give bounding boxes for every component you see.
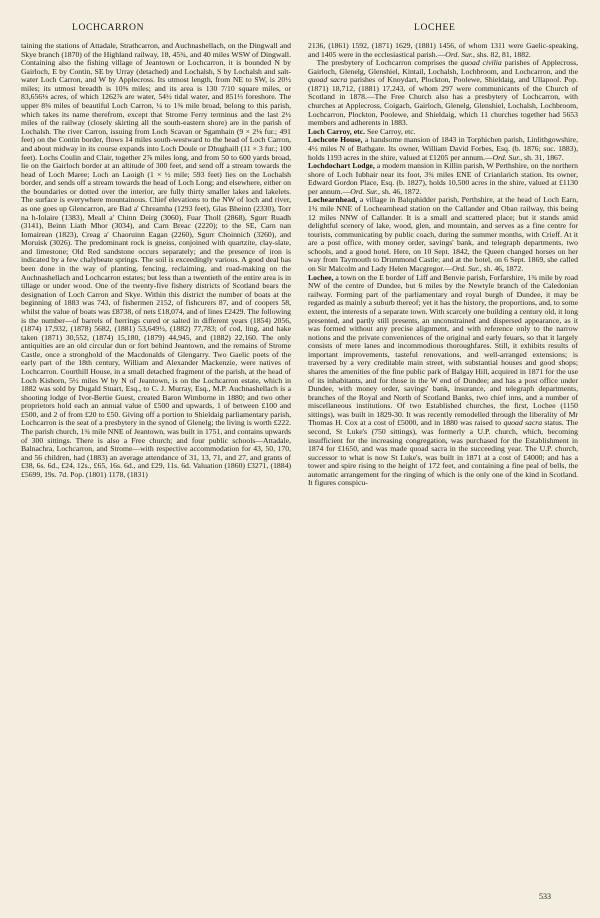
entry-body: , sh. 46, 1872. (377, 186, 422, 196)
text-run: 2136, (1861) 1592, (1871) 1629, (1881) 1456, of whom 1311 were Gaelic-speaking, and 1405 were in the ecclesiastical parish.— (308, 41, 578, 59)
ordnance-survey-ref: Ord. Sur. (445, 49, 473, 59)
italic-term: quoad sacra (503, 418, 543, 428)
ordnance-survey-ref: Ord. Sur. (452, 264, 480, 274)
headword: Lochdochart Lodge, (308, 161, 375, 171)
running-head-left: LOCHCARRON (72, 22, 145, 33)
headword: Lochee, (308, 272, 334, 282)
text-run: , shs. 82, 81, 1882. (472, 49, 531, 59)
text-run: parishes of Knoydart, Plockton, Poolewe, Shieldaig, and Ullapool. Pop. (1871) 18,712, (1881) 17,243, of whom 297 were communicants of the Church of Scotland in 1878.—The Free Church also has a presbytery of Lochcarron, with churches at Applecross, Coigach, Gairloch, Glenelg, Glenshiel, Lochalsh, Lochbroom, Lochcarron, Plockton, Poolewe, and Shieldaig, which 11 churches together had 5653 members and adherents in 1883. (308, 75, 578, 128)
lochcarron-population-text (308, 42, 578, 59)
entry-body: a village in Balquhidder parish, Perthshire, at the head of Loch Earn, 1¾ mile NNE of Lochearnhead station on the Callander and Oban railway, this being 12 miles NNW of Callander. It is a small and scattered place; but it stands amid delightful scenery of lake, wood, glen, and mountain, and serves as a fine centre for tourists, communicating by public coach, during the summer months, with Crieff. At it are a post office, with money order, savings' bank, and telegraph departments, two schools, and a good hotel. Here, on 10 Sept. 1842, the Queen changed horses on her way from Taymouth to Drummond Castle; and at the hotel, on 6 Sept. 1869, she called on Sir Malcolm and Lady Helen Macgregor.— (308, 195, 578, 274)
ordnance-survey-ref: Ord. Sur. (492, 152, 521, 162)
text-run: parishes of Applecross, Gairloch, Glenelg, Glenshiel, Kintail, Lochalsh, Lochbroom, and Lochcarron, and the (308, 58, 579, 76)
entry-body: a modern mansion in Killin parish, W Perthshire, on the northern shore of Loch Iubhair near its foot, 3¾ miles ENE of Crianlarich station. Its owner, Edward Gordon Place, Esq. (b. 1827), holds 10,500 acres in the shire, valued at £1130 per annum.— (308, 161, 578, 196)
entry-lochearnhead (308, 196, 578, 273)
right-column (308, 42, 578, 488)
page-number: 533 (539, 892, 551, 901)
italic-term: quoad civilia (460, 58, 502, 68)
lochcarron-parish-text: taining the stations of Attadale, Strathcarron, and Auchnashellach, on the Dingwall and Skye branch (1870) of the Highland railway, 18, 45¾, and 40 miles WSW of Dingwall. Containing also the fishing village of Jeantown or Lochcarron, it is bounded N by Gairloch, E by Contin, SE by Urray (detached) and Lochalsh, S by Lochalsh and salt-water Loch Carron, and W by Applecross. Its utmost length, from NE to SW, is 20½ miles; its utmost breadth is 10⅜ miles; and its area is 130 7/10 square miles, or 83,656⅛ acres, of which 1262⅞ are water, 54½ tidal water, and 851⅓ foreshore. The upper 8⅜ miles of beautiful Loch Carron, ¼ to 1⅜ mile broad, belong to this parish, which takes its name therefrom, except that Strome Ferry terminus and the last 2½ miles of the railway (closely skirting all the south-eastern shore) are in the parish of Lochalsh. The river Carron, issuing from Loch Scavan or Sgamhain (9 × 2⅛ fur.; 491 feet) on the Contin border, flows 14 miles south-westward to the head of Loch Carron, and about midway in its course expands into Loch Doule or Dhughaill (11 × 3 fur.; 100 feet). Lochs Coulin and Clair, together 2⅞ miles long, and from 50 to 600 yards broad, lie on the Gairloch border at an altitude of 300 feet, and send off a stream towards the head of Loch Maree; Loch an Laoigh (1 × ½ mile; 593 feet) lies on the Lochalsh border, and sends off a stream towards the head of Loch Long; and elsewhere, either on the boundaries or dotted over the interior, are fully thirty smaller lakes and lakelets. The surface is everywhere mountainous. Chief elevations to the NW of loch and river, as one goes up Glencarron, are Bad a' Chreamha (1293 feet), Glas Bheinn (2330), Torr na h-Iolaire (1383), Meall a' Chinn Deirg (3060), Fuar Tholl (2868), Sgurr Ruadh (3141), Beinn Liath Mhor (3034), and Carn Breac (2220); to the SE, Carn nan Iomairean (1823), Creag a' Chaoruinn Eagan (2260), Sgurr Choinnich (3260), and Moruisk (3026). The predominant rock is gneiss, conjoined with quartzite, clay-slate, and limestone; Old Red sandstone occurs separately; and the presence of iron is indicated by a few chalybeate springs. The soil is exceedingly various. A good deal has been done in the way of planting, fencing, reclaiming, and road-making on the Auchnashellach and Lochcarron estates; but less than a twentieth of the entire area is in tillage or under wood. One of the twenty-five fishery districts of Scotland bears the designation of Loch Carron and Skye. Within this district the number of boats at the beginning of 1883 was 743, of fishermen 2152, of fishcurers 87, and of coopers 58, whilst the value of boats was £8738, of nets £18,074, and of lines £2429. The following is the number—of barrels of herrings cured or salted in different years (1854) 2056, (1874) 17,932, (1878) 5682, (1881) 53,649½, (1882) 77,783; of cod, ling, and hake taken (1871) 30,552, (1874) 15,180, (1879) 44,945, and (1882) 22,160. The only antiquities are an old circular dun or fort behind Jeantown, and the remains of Strome Castle, once a stronghold of the Macdonalds of Glengarry. Two Gaelic poets of the early part of the 18th century, William and Alexander Mackenzie, were natives of Lochcarron. Courthill House, in a small detached fragment of the parish, at the head of Loch Kishorn, 5½ miles W by N of Jeantown, is on the Lochcarron estate, which in 1882 was sold by Dugald Stuart, Esq., to C. J. Murray, Esq., M.P. Auchnashellach is a shooting lodge of Ivor-Bertie Guest, created Baron Wimborne in 1880; and two other proprietors hold each an annual value of £500 and upwards, 1 of between £100 and £500, and 2 of from £20 to £50. Giving off a portion to Shieldaig parliamentary parish, Lochcarron is the seat of a presbytery in the synod of Glenelg; the living is worth £222. The parish church, 1¾ mile NNE of Jeantown, was built in 1751, and contains upwards of 300 sittings. There is also a Free church; and four public schools—Attadale, Balnachra, Lochcarron, and Strome—with respective accommodation for 43, 50, 170, and 56 children, had (1883) an average attendance of 31, 13, 71, and 27, and grants of £38, 6s. 6d., £24, 12s., £65, 16s. 6d., and £29, 11s. 6d. Valuation (1860) £3271, (1884) £5699, 19s. 7d. Pop. (1801) 1178, (1831) (21, 41, 291, 479)
entry-lochcote-house (308, 136, 578, 162)
headword: Lochcote House, (308, 135, 363, 145)
entry-body: , sh. 46, 1872. (479, 264, 524, 274)
running-head-right: LOCHEE (414, 22, 456, 33)
entry-body: , sh. 31, 1867. (520, 152, 564, 162)
entry-body: a handsome mansion of 1843 in Torphichen parish, Linlithgowshire, 4½ miles N of Bathgate. Its owner, William David Forbes, Esq. (b. 1876; suc. 1883), holds 1193 acres in the shire, valued at £1205 per annum.— (308, 135, 578, 162)
left-column (21, 42, 291, 479)
entry-body: See Carroy, etc. (365, 126, 416, 136)
entry-lochdochart-lodge (308, 162, 578, 196)
text-run: The presbytery of Lochcarron comprises the (316, 58, 461, 68)
running-head (22, 22, 578, 36)
italic-term: quoad sacra (308, 75, 348, 85)
entry-body: status. The second, St Luke's (750 sittings), was formerly a U.P. church, which, becoming insufficient for the increasing congregation, was purchased for the Establishment in 1874 for £1650, and was made quoad sacra in the succeeding year. The U.P. church, successor to what is now St Luke's, was built in 1871 at a cost of £4000; and has a tower and spire rising to the height of 172 feet, and containing a fine peal of bells, the automatic arrangement for the ringing of which is the only one of the kind in Scotland. It figures conspicu- (308, 418, 578, 488)
entry-lochee (308, 274, 578, 488)
entry-body: a town on the E border of Liff and Benvie parish, Forfarshire, 1¾ mile by road NW of the centre of Dundee, but 6 miles by the Newtyle branch of the Caledonian railway. Forming part of the parliamentary and royal burgh of Dundee, it may be regarded as mainly a suburb thereof; yet it has the history, the proportions, and, to some extent, the interests of a separate town. With scarcely one building a century old, it long presented, and partly still presents, an unconstrained and dispersed appearance, as it was formed without any precise alignment, and with reference only to the narrow notions and the private conveniences of the original and early feuars, so that it largely consists of mere lanes and incommodious thoroughfares. Still, it exhibits results of important improvements, tasteful renovations, and well-arranged extensions; is traversed by a very creditable main street, with substantial houses and good shops; shares the amenities of the fine public park of Balgay Hill, acquired in 1871 for the use of its inhabitants, and for those in the W end of Dundee; and has a post office under Dundee, with money order, savings' bank, insurance, and telegraph departments, branches of the Royal and North of Scotland Banks, two chief inns, and a number of miscellaneous institutions. Of two Established churches, the first, Lochee (1150 sittings), was built in 1829-30. It was recently remodelled through the liberality of Mr Thomas H. Cox at a cost of £5000, and in 1880 was raised to (308, 272, 578, 428)
headword: Loch Carroy, etc. (308, 126, 366, 136)
headword: Lochearnhead, (308, 195, 358, 205)
ordnance-survey-ref: Ord. Sur. (350, 186, 378, 196)
presbytery-paragraph (308, 59, 578, 128)
